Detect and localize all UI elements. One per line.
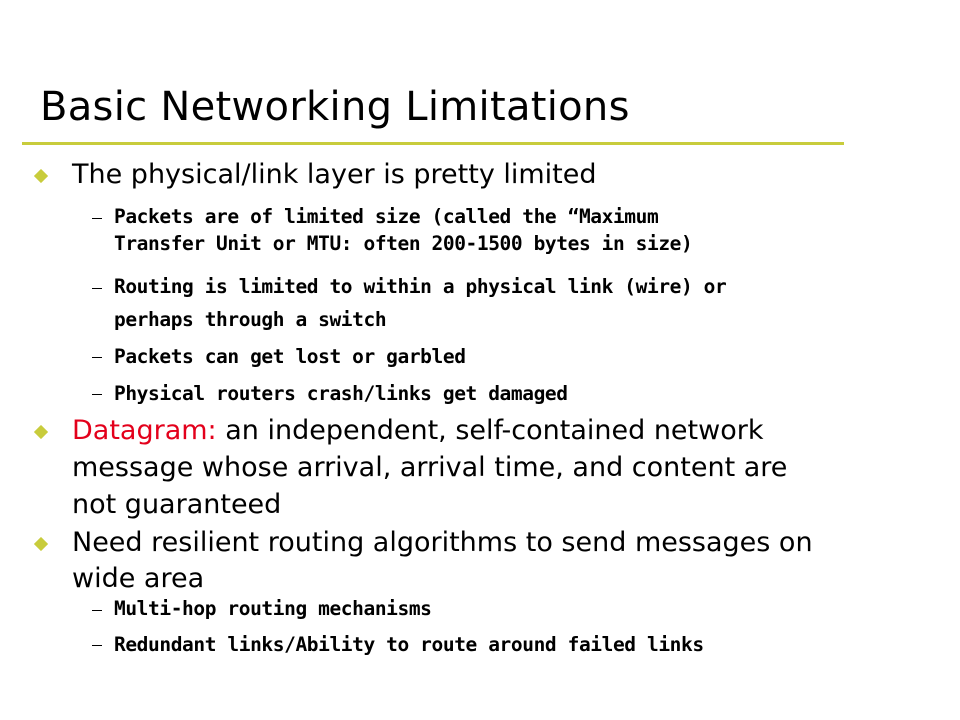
dash-icon [92, 218, 102, 219]
bullet-text-cont: wide area [72, 563, 205, 594]
sub-bullet-text-cont: Transfer Unit or MTU: often 200-1500 bytes in size) [114, 232, 693, 255]
sub-bullet-text: Routing is limited to within a physical link (wire) or [114, 275, 727, 298]
dash-icon [92, 610, 102, 611]
sub-bullet-text: Redundant links/Ability to route around failed links [114, 633, 704, 656]
bullet-text [72, 413, 763, 448]
sub-bullet-text-cont: perhaps through a switch [114, 308, 387, 331]
bullet-text-rest: an independent, self-contained network [216, 415, 764, 446]
diamond-bullet-icon [34, 425, 48, 439]
dash-icon [92, 357, 102, 358]
bullet-text-cont: not guaranteed [72, 489, 282, 520]
highlight-term: Datagram: [72, 415, 217, 446]
dash-icon [92, 645, 102, 646]
sub-bullet-text: Packets can get lost or garbled [114, 345, 466, 368]
title-underline [22, 142, 844, 145]
bullet-text: Need resilient routing algorithms to send messages on [72, 527, 813, 558]
bullet-text: The physical/link layer is pretty limited [72, 159, 597, 190]
diamond-bullet-icon [34, 537, 48, 551]
dash-icon [92, 288, 102, 289]
sub-bullet-text: Physical routers crash/links get damaged [114, 382, 568, 405]
dash-icon [92, 394, 102, 395]
bullet-text-cont: message whose arrival, arrival time, and content are [72, 452, 788, 483]
sub-bullet-text: Packets are of limited size (called the “Maximum [114, 205, 659, 228]
diamond-bullet-icon [34, 169, 48, 183]
slide-title: Basic Networking Limitations [40, 84, 630, 130]
sub-bullet-text: Multi-hop routing mechanisms [114, 597, 432, 620]
